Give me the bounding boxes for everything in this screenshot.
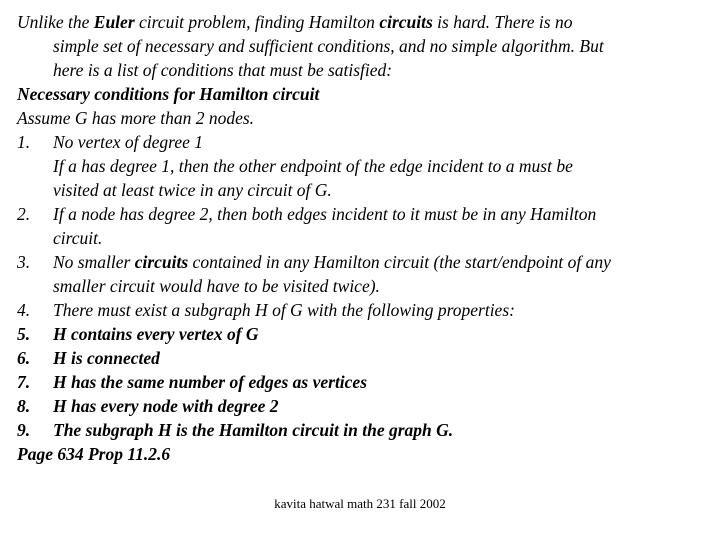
item-number: 6.	[17, 348, 31, 368]
item-text	[53, 250, 707, 274]
item-number: 4.	[17, 300, 31, 320]
list-item	[17, 202, 707, 226]
item-subtext: If a has degree 1, then the other endpoint of the edge incident to a must be	[53, 156, 573, 176]
circuits-term: circuits	[134, 252, 189, 272]
intro-line-3: here is a list of conditions that must be satisfied:	[53, 60, 393, 80]
intro-text: circuit problem, finding Hamilton	[134, 12, 380, 32]
item-number: 8.	[17, 396, 31, 416]
list-item	[17, 370, 707, 394]
item-text: H is connected	[53, 348, 160, 368]
item-number: 2.	[17, 204, 31, 224]
section-heading: Necessary conditions for Hamilton circuit	[17, 84, 320, 104]
item-text: H contains every vertex of G	[53, 324, 259, 344]
intro-text: is hard. There is no	[432, 12, 573, 32]
item-text: No vertex of degree 1	[53, 132, 203, 152]
list-item	[17, 250, 707, 274]
item-continuation: circuit.	[53, 228, 103, 248]
item-number: 3.	[17, 252, 31, 272]
list-item	[17, 418, 707, 442]
page-reference: Page 634 Prop 11.2.6	[17, 444, 171, 464]
item-continuation: smaller circuit would have to be visited twice).	[53, 276, 380, 296]
item-text: If a node has degree 2, then both edges incident to it must be in any Hamilton	[53, 204, 597, 224]
slide-footer: kavita hatwal math 231 fall 2002	[274, 496, 446, 511]
intro-line-1	[17, 10, 707, 34]
item-text: The subgraph H is the Hamilton circuit in the graph G.	[53, 420, 454, 440]
item-number: 7.	[17, 372, 31, 392]
circuits-term: circuits	[379, 12, 433, 32]
list-item	[17, 322, 707, 346]
list-item	[17, 298, 707, 322]
item-number: 5.	[17, 324, 31, 344]
item-text-part: No smaller	[53, 252, 135, 272]
intro-line-2: simple set of necessary and sufficient conditions, and no simple algorithm. But	[53, 36, 604, 56]
list-item	[17, 130, 707, 154]
euler-term: Euler	[93, 12, 135, 32]
item-text-part: contained in any Hamilton circuit (the start/endpoint of any	[188, 252, 611, 272]
item-subtext: visited at least twice in any circuit of G.	[53, 180, 332, 200]
item-number: 9.	[17, 420, 31, 440]
item-text: H has the same number of edges as vertices	[53, 372, 368, 392]
assumption-text: Assume G has more than 2 nodes.	[17, 108, 255, 128]
item-number: 1.	[17, 132, 31, 152]
item-text: H has every node with degree 2	[53, 396, 279, 416]
list-item	[17, 346, 707, 370]
item-text: There must exist a subgraph H of G with the following properties:	[53, 300, 515, 320]
list-item	[17, 394, 707, 418]
intro-text: Unlike the	[17, 12, 94, 32]
slide-content	[17, 10, 707, 466]
